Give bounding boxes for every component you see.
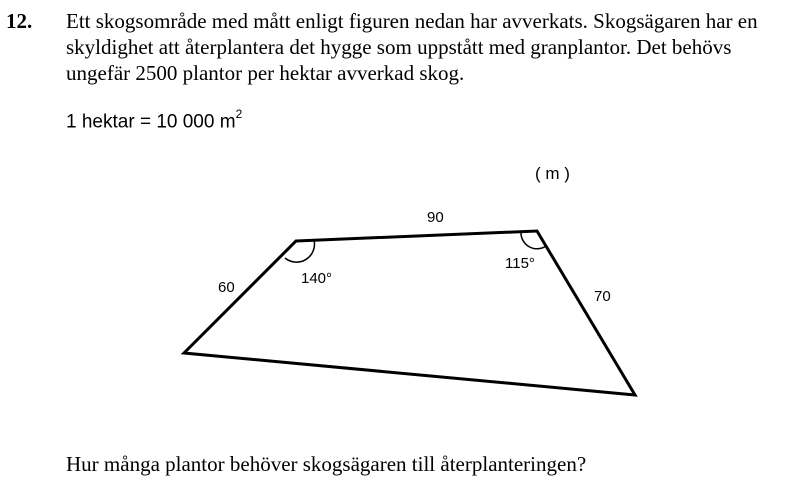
angle-label-right: 115° bbox=[505, 255, 535, 272]
angle-arc-left bbox=[285, 240, 314, 262]
problem-text-line-3: ungefär 2500 plantor per hektar avverkad skog. bbox=[66, 61, 465, 85]
conversion-exponent: 2 bbox=[235, 107, 243, 121]
quadrilateral-shape bbox=[184, 231, 635, 395]
side-label-top: 90 bbox=[427, 209, 444, 226]
problem-text-line-1: Ett skogsområde med mått enligt figuren nedan har avverkats. Skogsägaren har en bbox=[66, 9, 758, 33]
conversion-right: 10 000 m bbox=[156, 111, 236, 133]
conversion-equals: = bbox=[139, 111, 152, 133]
side-label-right: 70 bbox=[594, 288, 611, 305]
question-text: Hur många plantor behöver skogsägaren till återplanteringen? bbox=[66, 452, 587, 476]
side-label-left: 60 bbox=[218, 279, 235, 296]
conversion-left: 1 hektar bbox=[66, 111, 135, 133]
problem-text-line-2: skyldighet att återplantera det hygge som uppstått med granplantor. Det behövs bbox=[66, 35, 732, 59]
angle-label-left: 140° bbox=[301, 270, 333, 287]
problem-number: 12. bbox=[6, 9, 33, 33]
unit-label: ( m ) bbox=[535, 164, 570, 183]
